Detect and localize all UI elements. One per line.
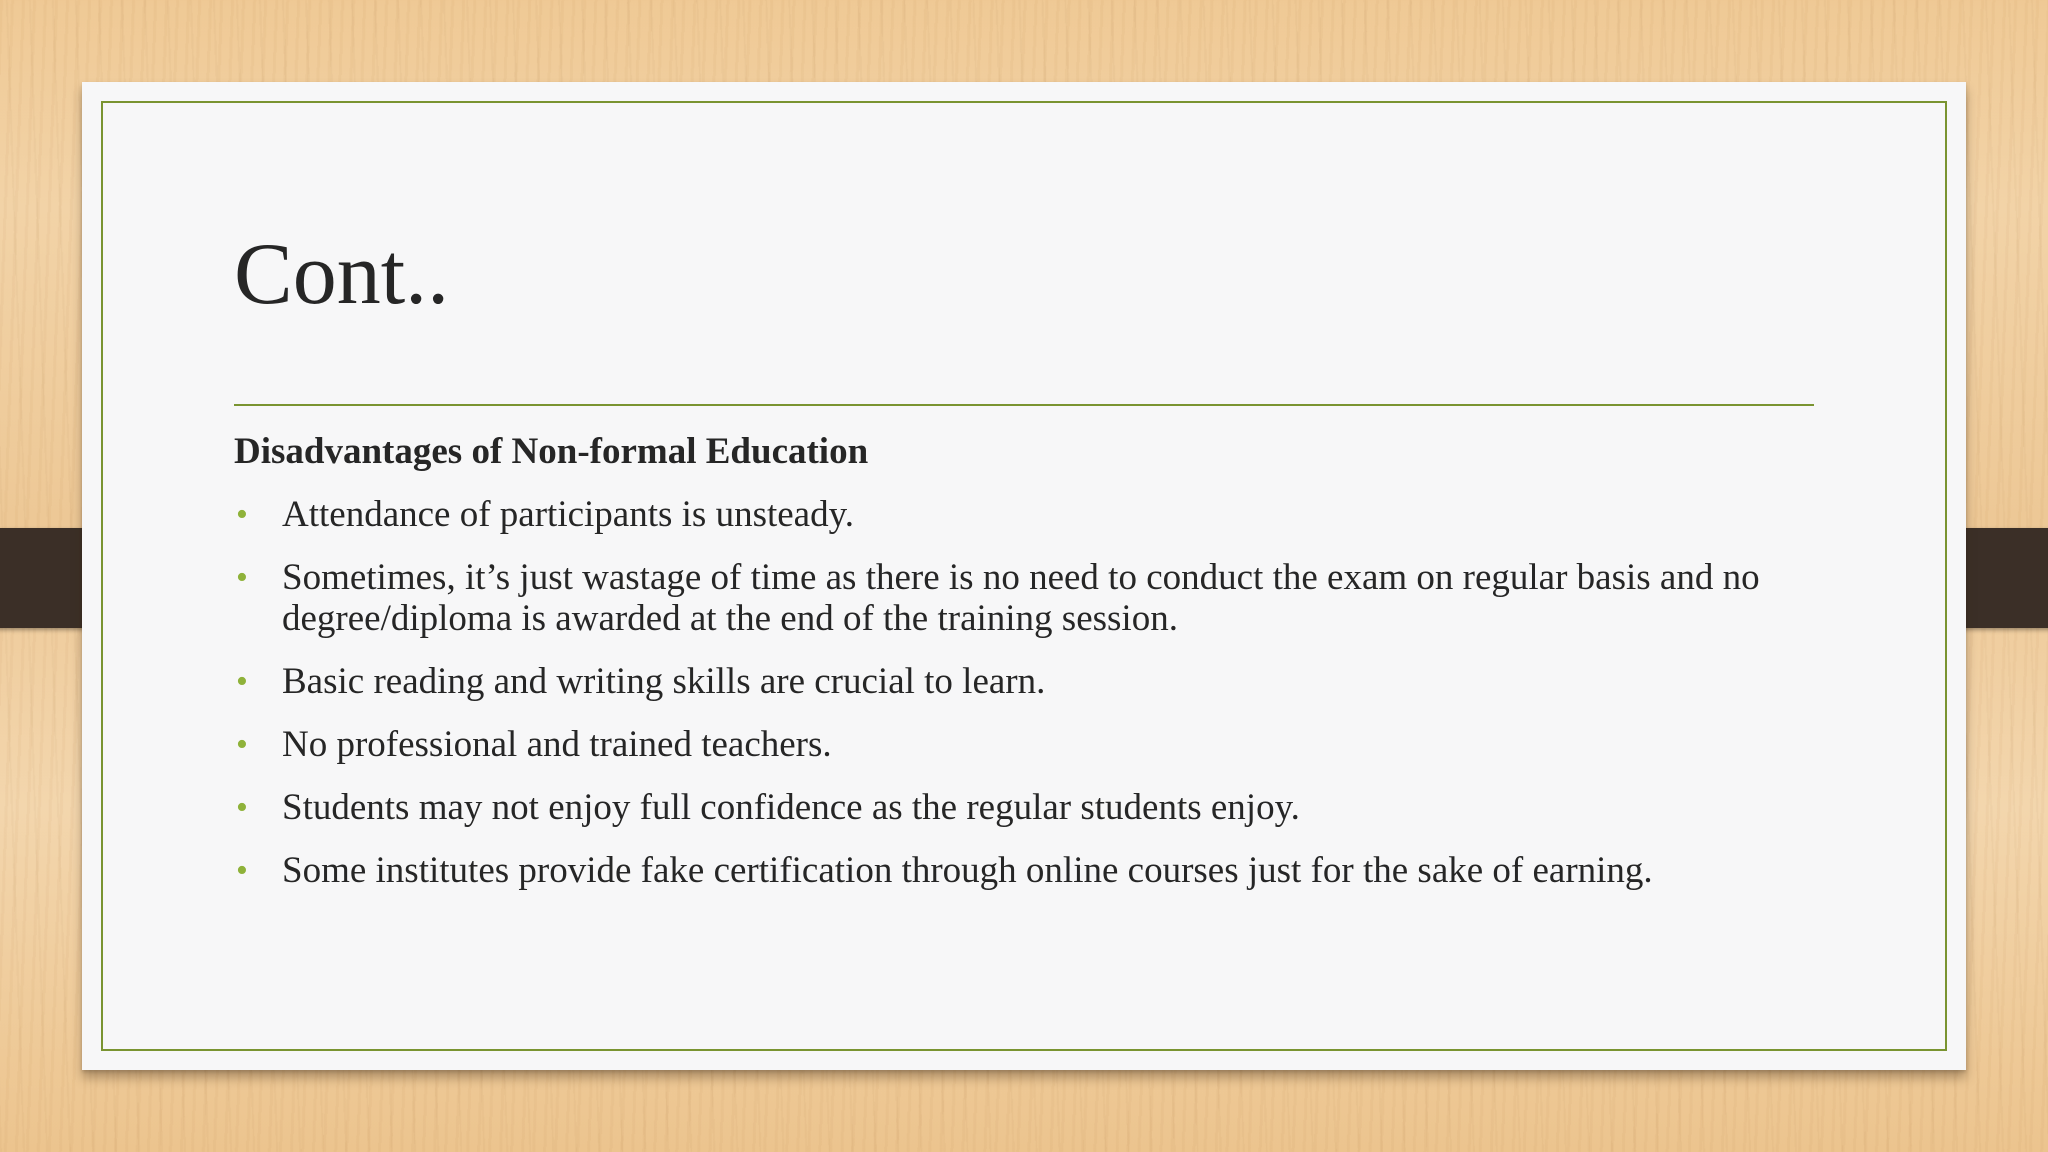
slide-subtitle: Disadvantages of Non-formal Education [234,431,869,472]
bullet-item [234,724,1834,765]
bullet-text: No professional and trained teachers. [282,724,832,765]
title-divider [234,404,1814,406]
bullet-text: Students may not enjoy full confidence as the regular students enjoy. [282,787,1300,828]
bullet-dot-icon: • [236,726,248,763]
bullet-text: Sometimes, it’s just wastage of time as there is no need to conduct the exam on regular basis and no degree/diploma is awarded at the end of the training session. [282,557,1760,639]
bullet-item [234,787,1834,828]
slide-title: Cont.. [234,226,450,323]
slide-paper [82,82,1966,1070]
bullet-dot-icon: • [236,559,248,596]
bullet-item [234,661,1834,702]
bullet-item [234,557,1834,639]
bullet-text: Attendance of participants is unsteady. [282,494,854,535]
bullet-dot-icon: • [236,852,248,889]
bullet-text: Basic reading and writing skills are crucial to learn. [282,661,1046,702]
bullet-item [234,850,1834,891]
bullet-list [234,494,1834,913]
bullet-dot-icon: • [236,789,248,826]
bullet-dot-icon: • [236,663,248,700]
bullet-item [234,494,1834,535]
bullet-dot-icon: • [236,496,248,533]
bullet-text: Some institutes provide fake certification through online courses just for the sake of earning. [282,850,1653,891]
